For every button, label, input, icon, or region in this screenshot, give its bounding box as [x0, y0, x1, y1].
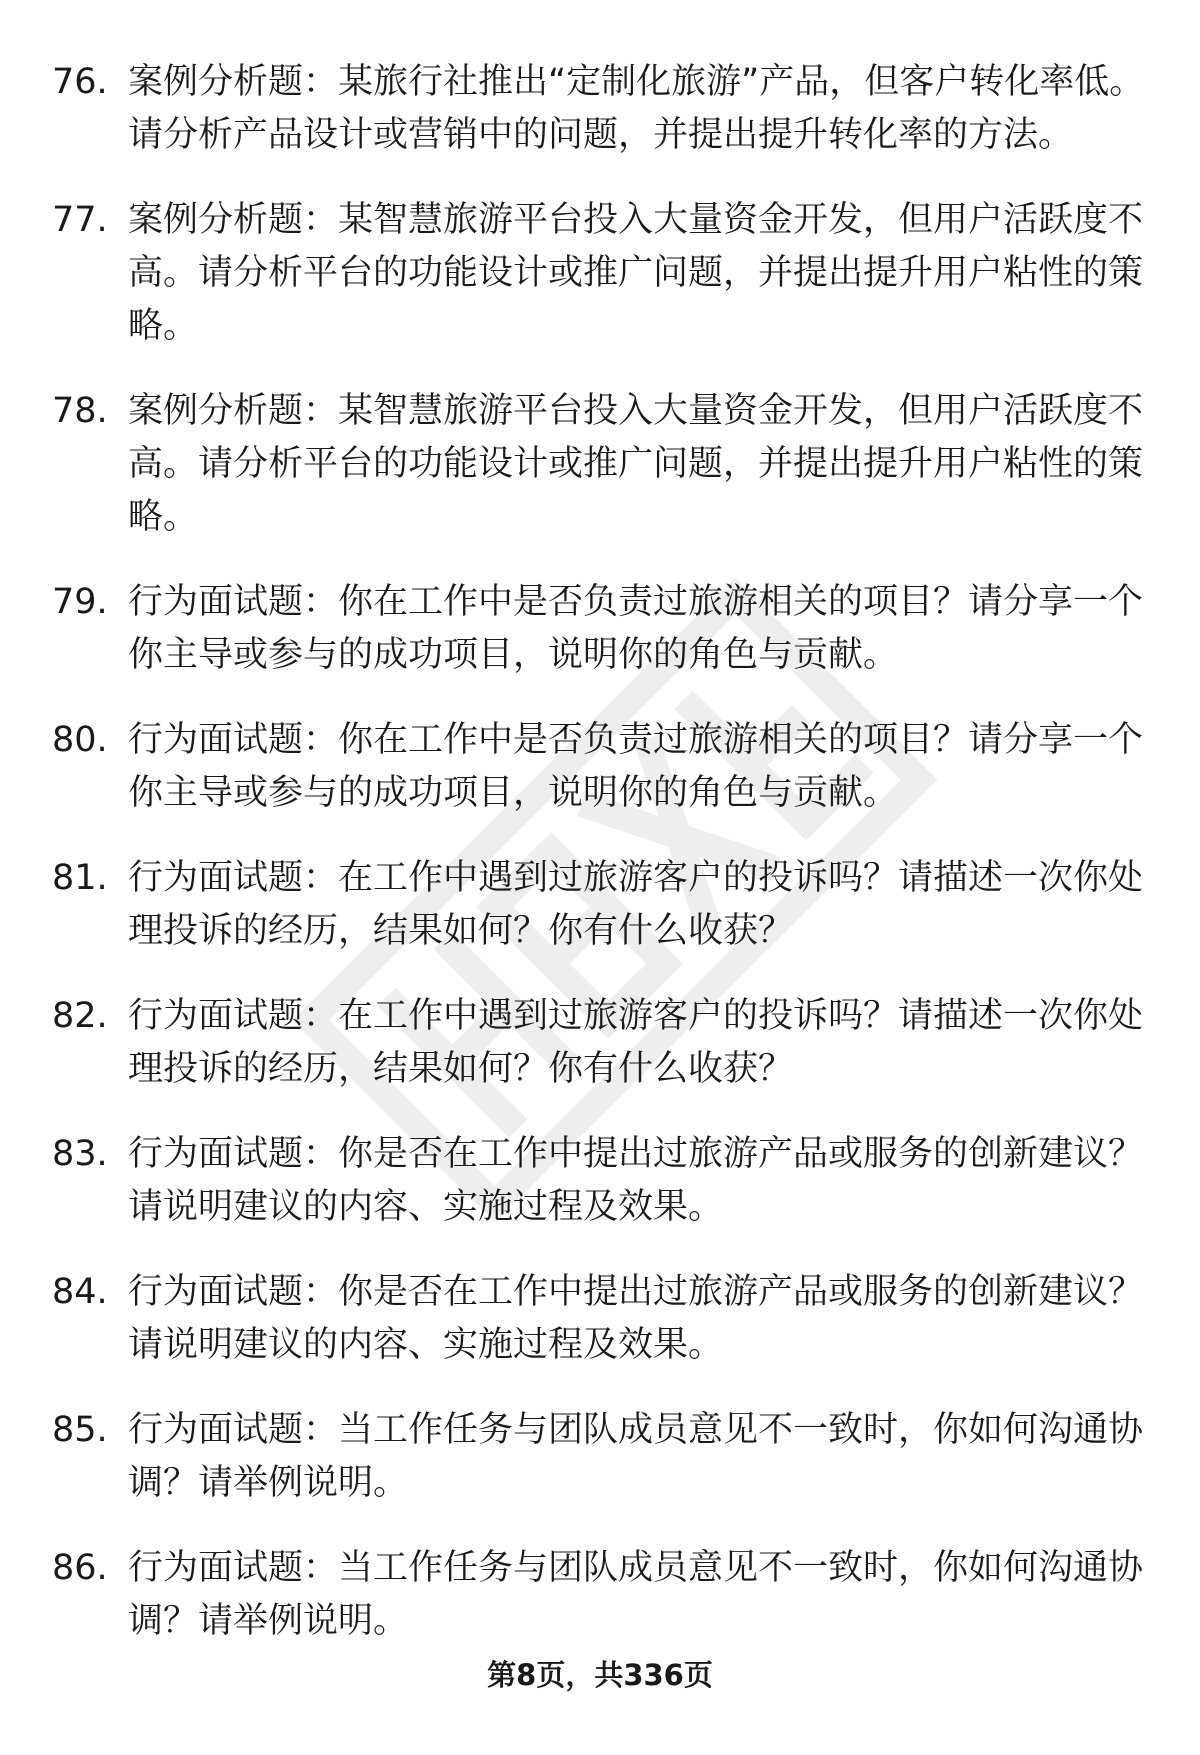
- question-item: [52, 194, 1152, 353]
- question-text: 行为面试题：在工作中遇到过旅游客户的投诉吗？请描述一次你处理投诉的经历，结果如何？你有什么收获？: [128, 996, 1144, 1089]
- question-text: 行为面试题：你是否在工作中提出过旅游产品或服务的创新建议？请说明建议的内容、实施过程及效果。: [128, 1272, 1144, 1365]
- question-number: 78.: [52, 391, 108, 431]
- question-text: 行为面试题：在工作中遇到过旅游客户的投诉吗？请描述一次你处理投诉的经历，结果如何？你有什么收获？: [128, 858, 1144, 951]
- question-text: 行为面试题：你在工作中是否负责过旅游相关的项目？请分享一个你主导或参与的成功项目，说明你的角色与贡献。: [128, 582, 1144, 675]
- question-number: 76.: [52, 62, 108, 102]
- question-item: [52, 1128, 1152, 1234]
- question-number: 77.: [52, 200, 108, 240]
- question-item: [52, 385, 1152, 544]
- question-number: 84.: [52, 1272, 108, 1312]
- question-number: 85.: [52, 1410, 108, 1450]
- question-item: [52, 1542, 1152, 1648]
- question-item: [52, 576, 1152, 682]
- question-number: 81.: [52, 858, 108, 898]
- question-number: 80.: [52, 720, 108, 760]
- question-list: [52, 56, 1152, 1680]
- question-text: 行为面试题：你在工作中是否负责过旅游相关的项目？请分享一个你主导或参与的成功项目，说明你的角色与贡献。: [128, 720, 1144, 813]
- question-item: [52, 1266, 1152, 1372]
- question-text: 案例分析题：某智慧旅游平台投入大量资金开发，但用户活跃度不高。请分析平台的功能设计或推广问题，并提出提升用户粘性的策略。: [128, 200, 1144, 346]
- question-text: 案例分析题：某旅行社推出“定制化旅游”产品，但客户转化率低。请分析产品设计或营销中的问题，并提出提升转化率的方法。: [128, 62, 1145, 155]
- question-text: 案例分析题：某智慧旅游平台投入大量资金开发，但用户活跃度不高。请分析平台的功能设计或推广问题，并提出提升用户粘性的策略。: [128, 391, 1144, 537]
- question-text: 行为面试题：当工作任务与团队成员意见不一致时，你如何沟通协调？请举例说明。: [128, 1410, 1144, 1503]
- question-item: [52, 56, 1152, 162]
- question-number: 82.: [52, 996, 108, 1036]
- question-number: 86.: [52, 1548, 108, 1588]
- question-item: [52, 990, 1152, 1096]
- page-footer: 第8页，共336页: [487, 1658, 713, 1692]
- question-number: 79.: [52, 582, 108, 622]
- question-text: 行为面试题：当工作任务与团队成员意见不一致时，你如何沟通协调？请举例说明。: [128, 1548, 1144, 1641]
- question-item: [52, 714, 1152, 820]
- question-text: 行为面试题：你是否在工作中提出过旅游产品或服务的创新建议？请说明建议的内容、实施过程及效果。: [128, 1134, 1144, 1227]
- question-item: [52, 852, 1152, 958]
- question-number: 83.: [52, 1134, 108, 1174]
- question-item: [52, 1404, 1152, 1510]
